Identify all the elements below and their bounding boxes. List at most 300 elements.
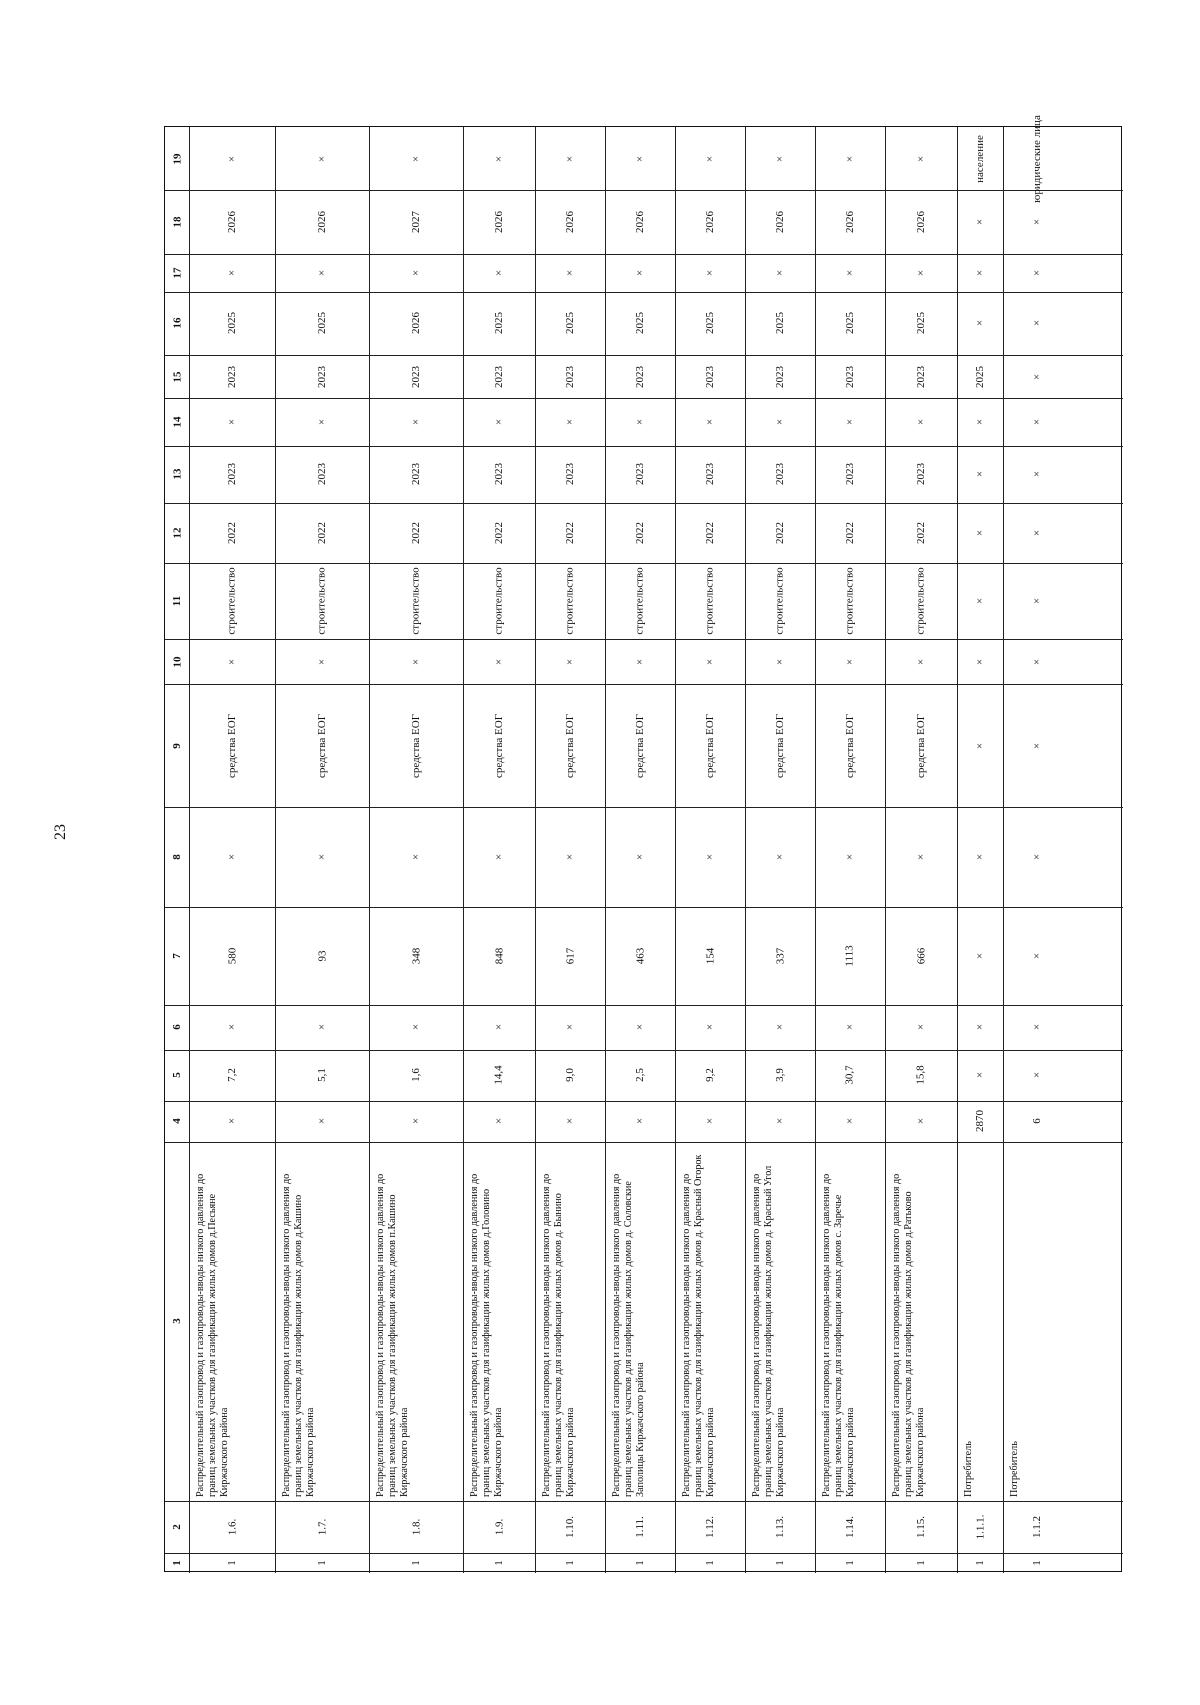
table-cell	[815, 1501, 885, 1553]
table-cell	[605, 1553, 675, 1573]
table-cell-text: ×	[774, 155, 786, 162]
table-cell-text: ×	[974, 418, 986, 426]
table-cell	[605, 446, 675, 504]
table-cell-text: ×	[410, 854, 422, 861]
table-cell-description	[885, 1142, 957, 1500]
table-cell	[885, 563, 957, 639]
table-cell-text: строительство	[316, 567, 328, 635]
table-cell	[675, 807, 745, 907]
table-cell-text: 2023	[493, 365, 505, 388]
table-cell-text: 5,1	[316, 1068, 328, 1083]
table-cell	[1003, 1553, 1071, 1573]
table-cell	[275, 1501, 369, 1553]
table-cell-text: ×	[410, 1118, 422, 1125]
table-cell-text: ×	[316, 418, 328, 426]
table-cell-text: ×	[564, 155, 576, 162]
column-header	[165, 254, 189, 292]
table-cell	[957, 446, 1003, 504]
table-cell	[885, 684, 957, 807]
table-cell-text: ×	[1031, 952, 1043, 959]
table-cell	[369, 1101, 463, 1143]
table-cell	[275, 1553, 369, 1573]
table-cell	[275, 446, 369, 504]
table-cell-text: 2026	[316, 210, 328, 233]
table-cell	[605, 127, 675, 190]
table-cell-text: 2025	[634, 312, 646, 335]
table-cell-text: ×	[974, 471, 986, 478]
table-cell	[675, 398, 745, 445]
column-header-text: 16	[171, 317, 183, 329]
table-cell	[369, 1050, 463, 1101]
column-header	[165, 1553, 189, 1573]
column-header	[165, 1501, 189, 1553]
table-cell	[957, 907, 1003, 1005]
table-cell-text: ×	[974, 269, 986, 276]
table-cell	[275, 907, 369, 1005]
table-cell	[885, 1101, 957, 1143]
table-cell	[885, 127, 957, 190]
table-cell-text: 2022	[410, 522, 422, 545]
column-header	[165, 639, 189, 684]
table-cell-text: ×	[1031, 742, 1043, 750]
table-cell	[1003, 254, 1071, 292]
table-cell	[675, 1101, 745, 1143]
table-cell-text: ×	[493, 1024, 505, 1031]
table-cell-text: 348	[410, 947, 422, 965]
table-cell-text: ×	[844, 1118, 856, 1125]
table-cell	[463, 503, 535, 563]
table-cell	[535, 127, 605, 190]
table-cell	[535, 190, 605, 253]
table-cell	[1003, 907, 1071, 1005]
table-cell-text: ×	[704, 1118, 716, 1125]
table-cell	[535, 563, 605, 639]
table-cell-text: ×	[493, 1118, 505, 1125]
table-cell-text: ×	[226, 1024, 238, 1031]
table-cell	[369, 503, 463, 563]
table-cell	[1003, 114, 1071, 203]
table-cell-text: 2026	[844, 210, 856, 233]
data-table	[164, 114, 1122, 1572]
table-cell-text: 2025	[974, 365, 986, 388]
table-cell	[815, 684, 885, 807]
table-cell-text: 2023	[704, 463, 716, 486]
column-header-text: 8	[171, 854, 183, 860]
table-cell-text: ×	[226, 269, 238, 276]
table-cell-text: средства ЕОГ	[409, 713, 422, 778]
table-cell	[369, 446, 463, 504]
table-cell	[275, 503, 369, 563]
table-cell	[605, 1501, 675, 1553]
table-cell-text: 2023	[316, 463, 328, 486]
table-cell-text: ×	[226, 1118, 238, 1125]
table-cell	[815, 1101, 885, 1143]
table-cell-text: 666	[915, 947, 927, 965]
table-cell-description	[535, 1142, 605, 1500]
table-cell-text: 1	[844, 1560, 856, 1566]
table-cell-text: 1.15.	[915, 1515, 927, 1538]
table-cell	[957, 398, 1003, 445]
table-cell-text: ×	[410, 269, 422, 276]
table-cell-text: 2025	[226, 312, 238, 335]
table-cell-text: 1.6.	[226, 1518, 238, 1536]
table-cell	[1003, 355, 1071, 398]
table-cell-text: 30,7	[844, 1065, 856, 1085]
table-cell	[369, 398, 463, 445]
table-cell-text: ×	[974, 320, 986, 327]
table-cell-text: строительство	[704, 567, 716, 635]
description-text: Распределительный газопровод и газопроводы-вводы низкого давления до границ земельных участков для газификации жилых домов п.Кашино Киржачского района	[375, 1173, 410, 1497]
table-cell	[275, 254, 369, 292]
table-cell	[957, 563, 1003, 639]
table-cell	[957, 684, 1003, 807]
column-header	[165, 563, 189, 639]
table-cell-text: ×	[564, 1118, 576, 1125]
table-cell-text: 3,9	[774, 1068, 786, 1083]
table-cell	[957, 190, 1003, 253]
table-cell-text: ×	[316, 269, 328, 276]
table-cell-text: строительство	[634, 567, 646, 635]
table-cell-text: средства ЕОГ	[843, 713, 856, 778]
table-cell-text: ×	[704, 1024, 716, 1031]
table-cell	[463, 907, 535, 1005]
table-cell-text: 1.1.2	[1031, 1515, 1043, 1538]
column-header-text: 18	[171, 216, 183, 228]
table-cell	[535, 292, 605, 355]
table-cell-text: 2026	[704, 210, 716, 233]
column-header	[165, 503, 189, 563]
table-cell	[189, 1101, 275, 1143]
table-cell	[275, 1005, 369, 1050]
column-header-text: 17	[171, 267, 183, 279]
table-cell	[369, 684, 463, 807]
table-cell	[275, 1050, 369, 1101]
table-cell	[189, 355, 275, 398]
column-header	[165, 1050, 189, 1101]
table-cell-text: ×	[1031, 1072, 1043, 1079]
description-text: Распределительный газопровод и газопроводы-вводы низкого давления до границ земельных участков для газификации жилых домов д.Кашино Киржачского района	[281, 1173, 316, 1497]
column-header	[165, 907, 189, 1005]
table-cell-text: ×	[704, 658, 716, 665]
table-cell	[189, 907, 275, 1005]
table-cell	[1003, 1005, 1071, 1050]
table-cell-text: ×	[493, 854, 505, 861]
table-cell-text: 2022	[564, 522, 576, 545]
table-cell	[675, 563, 745, 639]
column-header-text: 9	[171, 743, 183, 749]
table-cell-text: 2023	[915, 463, 927, 486]
table-cell-description	[1003, 1142, 1071, 1500]
column-header	[165, 446, 189, 504]
table-cell	[745, 127, 815, 190]
table-cell	[605, 684, 675, 807]
table-cell-text: 1	[410, 1560, 422, 1566]
table-cell	[535, 398, 605, 445]
table-cell-text: ×	[316, 1118, 328, 1125]
table-cell-text: 2025	[493, 312, 505, 335]
table-cell-text: ×	[1031, 1024, 1043, 1031]
table-cell-text: 1	[774, 1560, 786, 1566]
table-cell-text: ×	[316, 658, 328, 665]
table-cell-text: ×	[974, 658, 986, 665]
table-cell-text: 2023	[410, 463, 422, 486]
table-cell	[815, 503, 885, 563]
description-text: Потребитель	[963, 1440, 974, 1497]
table-cell-text: ×	[844, 854, 856, 861]
table-cell-text: средства ЕОГ	[563, 713, 576, 778]
table-cell	[885, 807, 957, 907]
table-cell-text: ×	[564, 658, 576, 665]
table-cell-text: 1.12.	[704, 1515, 716, 1538]
table-cell-text: 848	[493, 947, 505, 965]
table-cell	[957, 1050, 1003, 1101]
column-header-text: 10	[171, 656, 183, 668]
table-cell	[1003, 446, 1071, 504]
column-header-text: 4	[171, 1118, 183, 1125]
table-cell	[275, 127, 369, 190]
table-cell-text: 2023	[774, 365, 786, 388]
table-cell	[369, 807, 463, 907]
column-header	[165, 355, 189, 398]
table-cell-text: ×	[774, 269, 786, 276]
column-header-text: 13	[171, 468, 183, 480]
table-cell	[189, 1501, 275, 1553]
table-cell-text: ×	[844, 155, 856, 162]
table-cell-text: 1	[974, 1560, 986, 1566]
table-cell	[675, 190, 745, 253]
table-cell-text: ×	[915, 1024, 927, 1031]
table-cell	[675, 292, 745, 355]
table-cell	[189, 1050, 275, 1101]
table-cell-text: ×	[1031, 530, 1043, 537]
table-cell-text: ×	[316, 1024, 328, 1031]
table-cell-text: 9,2	[704, 1068, 716, 1083]
table-cell-text: ×	[493, 658, 505, 665]
table-cell	[275, 639, 369, 684]
table-cell-text: ×	[974, 1072, 986, 1079]
table-cell	[605, 639, 675, 684]
table-cell	[535, 355, 605, 398]
table-cell	[605, 190, 675, 253]
table-cell-text: ×	[1031, 854, 1043, 861]
table-cell-text: средства ЕОГ	[703, 713, 716, 778]
table-cell	[885, 1005, 957, 1050]
description-text: Распределительный газопровод и газопроводы-вводы низкого давления до границ земельных участков для газификации жилых домов д.Песьяне Киржачского района	[195, 1173, 230, 1497]
table-cell-text: ×	[844, 269, 856, 276]
table-cell-text: строительство	[564, 567, 576, 635]
table-cell-text: 2022	[316, 522, 328, 545]
table-cell-text: ×	[774, 418, 786, 426]
column-header	[165, 127, 189, 190]
table-cell	[815, 1005, 885, 1050]
table-cell-text: 15,8	[915, 1065, 927, 1085]
table-cell	[1003, 807, 1071, 907]
table-cell	[275, 355, 369, 398]
table-cell	[675, 254, 745, 292]
table-cell	[957, 1501, 1003, 1553]
table-cell	[745, 1101, 815, 1143]
table-cell	[957, 127, 1003, 190]
table-cell	[535, 1101, 605, 1143]
description-text: Распределительный газопровод и газопроводы-вводы низкого давления до границ земельных участков для газификации жилых домов д. Бынино Киржачского района	[541, 1173, 576, 1497]
table-cell-text: ×	[634, 1118, 646, 1125]
table-cell-text: 2026	[915, 210, 927, 233]
description-text: Распределительный газопровод и газопроводы-вводы низкого давления до границ земельных участков для газификации жилых домов д.Ратьково Киржачского района	[891, 1173, 926, 1497]
table-cell	[745, 503, 815, 563]
table-cell	[957, 639, 1003, 684]
table-cell-text: 2025	[915, 312, 927, 335]
table-cell-text: ×	[226, 155, 238, 162]
table-cell-text: ×	[915, 658, 927, 665]
table-cell	[535, 907, 605, 1005]
table-cell	[535, 1005, 605, 1050]
table-cell	[189, 398, 275, 445]
column-header-text: 6	[171, 1024, 183, 1031]
table-cell-text: 9,0	[564, 1068, 576, 1083]
table-cell-text: ×	[634, 269, 646, 276]
table-cell-text: ×	[915, 269, 927, 276]
table-cell-text: 2,5	[634, 1068, 646, 1083]
table-cell-text: 2026	[410, 312, 422, 335]
table-cell-text: 2023	[844, 365, 856, 388]
column-header-text: 19	[171, 153, 183, 165]
table-cell	[745, 398, 815, 445]
table-cell-text: 2023	[226, 365, 238, 388]
table-cell-description	[605, 1142, 675, 1500]
table-cell-text: 2023	[493, 463, 505, 486]
table-cell-text: 2026	[634, 210, 646, 233]
table-cell-text: средства ЕОГ	[492, 713, 505, 778]
table-cell-text: 2022	[493, 522, 505, 545]
table-cell	[1003, 1050, 1071, 1101]
table-cell-text: ×	[704, 155, 716, 162]
table-cell	[189, 1553, 275, 1573]
table-cell	[189, 254, 275, 292]
table-cell-text: 1113	[844, 945, 856, 967]
table-cell-text: 1.13.	[774, 1515, 786, 1538]
table-cell	[957, 807, 1003, 907]
table-cell-description	[463, 1142, 535, 1500]
table-cell-text: ×	[564, 1024, 576, 1031]
table-cell-text: ×	[974, 598, 986, 605]
table-cell	[745, 190, 815, 253]
table-cell-text: ×	[1031, 418, 1043, 426]
table-cell	[815, 907, 885, 1005]
table-cell-text: ×	[634, 418, 646, 426]
table-cell	[885, 907, 957, 1005]
table-cell	[369, 127, 463, 190]
table-cell-text: 2023	[226, 463, 238, 486]
table-cell-text: 2022	[634, 522, 646, 545]
table-cell-text: 1	[493, 1560, 505, 1566]
table-cell-text: 2023	[316, 365, 328, 388]
table-cell	[745, 1553, 815, 1573]
table-cell	[957, 503, 1003, 563]
table-cell-text: юридические лица	[1031, 114, 1044, 203]
table-cell-text: 2025	[844, 312, 856, 335]
table-cell-text: ×	[493, 269, 505, 276]
table-cell-text: ×	[974, 530, 986, 537]
table-cell-text: 2022	[704, 522, 716, 545]
table-cell	[885, 503, 957, 563]
table-cell-text: ×	[774, 1024, 786, 1031]
table-cell	[675, 1050, 745, 1101]
column-header	[165, 292, 189, 355]
table-cell	[535, 1501, 605, 1553]
table-cell	[815, 355, 885, 398]
table-cell	[885, 1501, 957, 1553]
table-cell	[1003, 1101, 1071, 1143]
table-cell	[535, 1553, 605, 1573]
table-cell-text: 2023	[410, 365, 422, 388]
table-cell	[675, 503, 745, 563]
table-cell-text: 1	[1031, 1560, 1043, 1566]
description-text: Распределительный газопровод и газопроводы-вводы низкого давления до границ земельных участков для газификации жилых домов д. Красный Огорок Киржачского района	[681, 1154, 716, 1497]
table-cell-text: 2023	[564, 365, 576, 388]
table-cell-text: ×	[1031, 269, 1043, 276]
table-cell-text: средства ЕОГ	[225, 713, 238, 778]
table-cell	[815, 254, 885, 292]
table-cell-text: 2026	[493, 210, 505, 233]
table-cell	[463, 127, 535, 190]
table-cell-text: ×	[1031, 471, 1043, 478]
table-cell	[745, 684, 815, 807]
table-cell	[815, 446, 885, 504]
table-cell	[369, 1553, 463, 1573]
table-cell	[369, 1005, 463, 1050]
table-cell-text: ×	[974, 952, 986, 959]
table-cell-description	[957, 1142, 1003, 1500]
table-cell	[605, 398, 675, 445]
table-cell	[369, 907, 463, 1005]
table-cell-text: ×	[974, 854, 986, 861]
table-cell	[815, 190, 885, 253]
table-cell-text: ×	[915, 1118, 927, 1125]
table-cell-description	[369, 1142, 463, 1500]
table-cell-text: 1.7.	[316, 1518, 328, 1536]
table-cell-text: ×	[564, 418, 576, 426]
table-cell-text: ×	[634, 1024, 646, 1031]
table-cell	[1003, 684, 1071, 807]
table-cell-text: ×	[774, 658, 786, 665]
table-cell	[369, 292, 463, 355]
table-cell-text: ×	[226, 658, 238, 665]
table-cell-text: ×	[410, 658, 422, 665]
table-cell-text: 2026	[564, 210, 576, 233]
table-cell-text: ×	[1031, 373, 1043, 380]
table-cell-text: ×	[1031, 658, 1043, 665]
table-cell-text: ×	[410, 155, 422, 162]
table-cell	[605, 503, 675, 563]
column-header-text: 14	[171, 416, 183, 428]
table-cell-text: ×	[410, 418, 422, 426]
table-cell	[885, 639, 957, 684]
table-cell-text: ×	[704, 418, 716, 426]
table-cell-text: 2025	[774, 312, 786, 335]
table-cell-text: средства ЕОГ	[773, 713, 786, 778]
table-cell-text: 1	[564, 1560, 576, 1566]
table-cell	[189, 639, 275, 684]
table-cell-text: 1	[704, 1560, 716, 1566]
table-cell	[745, 1005, 815, 1050]
table-cell-text: 2023	[915, 365, 927, 388]
table-cell	[885, 398, 957, 445]
table-cell-text: 2022	[226, 522, 238, 545]
table-cell-text: ×	[774, 1118, 786, 1125]
table-cell-text: 1.11.	[634, 1516, 646, 1538]
table-cell	[463, 190, 535, 253]
column-header	[165, 398, 189, 445]
